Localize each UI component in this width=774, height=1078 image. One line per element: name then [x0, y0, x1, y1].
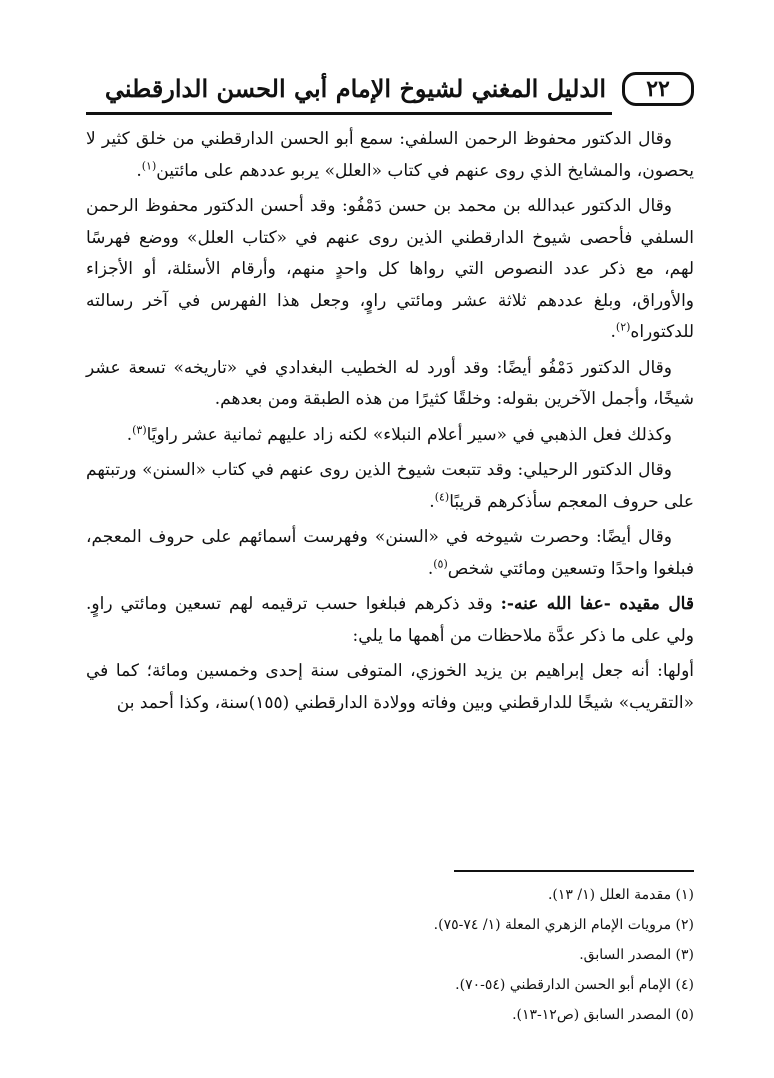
footnote-separator	[454, 870, 694, 872]
running-title: الدليل المغني لشيوخ الإمام أبي الحسن الدارقطني	[104, 74, 606, 103]
paragraph: أولها: أنه جعل إبراهيم بن يزيد الخوزي، المتوفى سنة إحدى وخمسين ومائة؛ كما في «التقريب» شيخًا للدارقطني وبين وفاته وولادة الدارقطني (١٥٥)سنة، وكذا أحمد بن	[86, 661, 694, 713]
footnote-ref: (٤)	[434, 489, 450, 503]
footnote-item: (٤) الإمام أبو الحسن الدارقطني (٥٤-٧٠).	[455, 977, 694, 993]
paragraph: وكذلك فعل الذهبي في «سير أعلام النبلاء» لكنه زاد عليهم ثمانية عشر راويًا$^{(٣)}$.	[126, 422, 672, 445]
footnote-item: (٥) المصدر السابق (ص١٢-١٣).	[512, 1007, 694, 1023]
page-header	[86, 62, 694, 118]
paragraph: وقال الدكتور عبدالله بن محمد بن حسن دَمْفُو: وقد أحسن الدكتور محفوظ الرحمن السلفي فأحصى شيوخ الدارقطني الذين روى عنهم في «كتاب العلل» ووضع فهرسًا لهم، مع ذكر عدد النصوص التي رواها كل واحدٍ منهم، وأرقام الأسئلة، أو الأجزاء والأوراق، وبلغ عددهم ثلاثة عشر ومائتي راوٍ، وجعل هذا الفهرس في آخر رسالته للدكتوراه$^{(٢)}$.	[86, 196, 694, 342]
paragraph: قال مقيده -عفا الله عنه-: وقد ذكرهم فبلغوا حسب ترقيمه لهم تسعين ومائتي راوٍ. ولي على ما ذكر عدَّة ملاحظات من أهمها ما يلي:	[86, 594, 694, 646]
footnote-item: (١) مقدمة العلل (١/ ١٣).	[547, 887, 694, 903]
footnote-item: (٣) المصدر السابق.	[579, 947, 694, 963]
header-rule	[86, 112, 612, 115]
paragraph-lead: قال مقيده -عفا الله عنه-:	[500, 594, 694, 614]
footnotes	[86, 880, 694, 1030]
page-number: ٢٢	[622, 72, 694, 106]
paragraph: وقال أيضًا: وحصرت شيوخه في «السنن» وفهرست أسمائهم على حروف المعجم، فبلغوا واحدًا وتسعين ومائتي شخص$^{(٥)}$.	[86, 527, 694, 579]
footnote-ref: (٥)	[433, 556, 448, 570]
paragraph: وقال الدكتور الرحيلي: وقد تتبعت شيوخ الذين روى عنهم في كتاب «السنن» ورتبتهم على حروف المعجم سأذكرهم قريبًا$^{(٤)}$.	[86, 460, 694, 512]
body-text	[86, 124, 694, 723]
footnote-item: (٢) مرويات الإمام الزهري المعلة (١/ ٧٤-٧٥).	[433, 917, 694, 933]
footnote-ref: (٢)	[615, 320, 631, 334]
paragraph: وقال الدكتور محفوظ الرحمن السلفي: سمع أبو الحسن الدارقطني من خلق كثير لا يحصون، والمشايخ الذي روى عنهم في كتاب «العلل» يربو عددهم على مائتين$^{(١)}$.	[86, 129, 694, 181]
footnote-ref: (٣)	[132, 422, 147, 436]
paragraph: وقال الدكتور دَمْفُو أيضًا: وقد أورد له الخطيب البغدادي في «تاريخه» تسعة عشر شيخًا، وأجمل الآخرين بقوله: وخلقًا كثيرًا من هذه الطبقة ومن بعدهم.	[86, 357, 694, 409]
footnote-ref: (١)	[141, 158, 157, 172]
